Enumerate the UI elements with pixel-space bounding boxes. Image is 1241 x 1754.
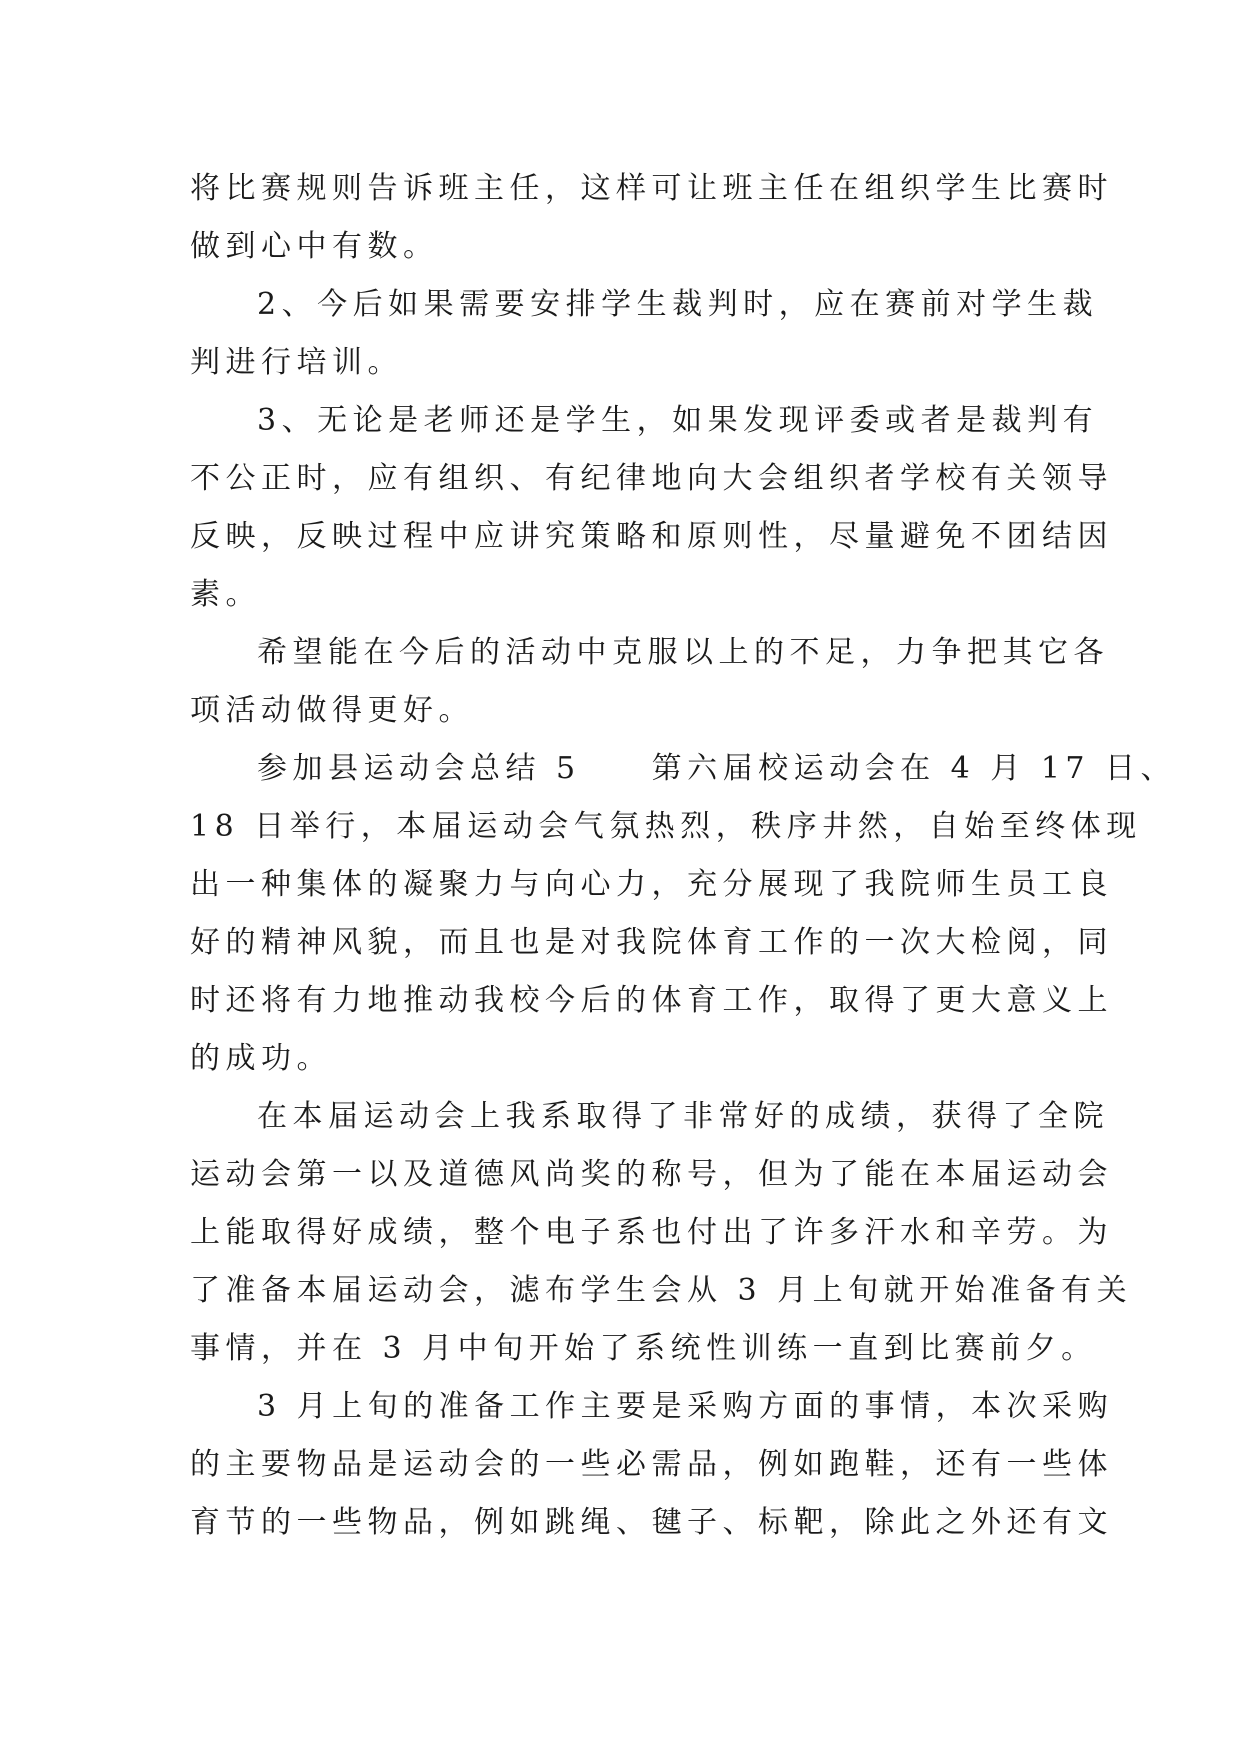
text-line: 参加县运动会总结 5 第六届校运动会在 4 月 17 日、 <box>257 751 1177 786</box>
text-line: 3 月上旬的准备工作主要是采购方面的事情，本次采购 <box>257 1389 1114 1424</box>
text-line: 好的精神风貌，而且也是对我院体育工作的一次大检阅，同 <box>190 925 1113 960</box>
text-line: 时还将有力地推动我校今后的体育工作，取得了更大意义上 <box>190 983 1113 1018</box>
paragraph-7 <box>190 1378 1114 1552</box>
paragraph-5 <box>190 740 1177 1088</box>
text-line: 在本届运动会上我系取得了非常好的成绩，获得了全院 <box>257 1099 1109 1134</box>
text-line: 反映，反映过程中应讲究策略和原则性，尽量避免不团结因 <box>190 519 1113 554</box>
text-line: 的主要物品是运动会的一些必需品，例如跑鞋，还有一些体 <box>190 1447 1113 1482</box>
text-line: 上能取得好成绩，整个电子系也付出了许多汗水和辛劳。为 <box>190 1215 1113 1250</box>
text-line: 3、无论是老师还是学生，如果发现评委或者是裁判有 <box>257 403 1099 438</box>
text-line: 2、今后如果需要安排学生裁判时，应在赛前对学生裁 <box>257 287 1099 322</box>
paragraph-4 <box>190 624 1109 740</box>
text-line: 了准备本届运动会，滤布学生会从 3 月上旬就开始准备有关 <box>190 1273 1133 1308</box>
text-line: 运动会第一以及道德风尚奖的称号，但为了能在本届运动会 <box>190 1157 1113 1192</box>
text-line: 事情，并在 3 月中旬开始了系统性训练一直到比赛前夕。 <box>190 1331 1097 1366</box>
document-body <box>190 160 1177 1552</box>
text-line: 项活动做得更好。 <box>190 693 474 728</box>
paragraph-6 <box>190 1088 1133 1378</box>
text-line: 将比赛规则告诉班主任，这样可让班主任在组织学生比赛时 <box>190 171 1113 206</box>
text-line: 做到心中有数。 <box>190 229 439 264</box>
text-line: 判进行培训。 <box>190 345 403 380</box>
text-line: 18 日举行，本届运动会气氛热烈，秩序井然，自始至终体现 <box>190 809 1142 844</box>
text-line: 的成功。 <box>190 1041 332 1076</box>
text-line: 希望能在今后的活动中克服以上的不足，力争把其它各 <box>257 635 1109 670</box>
text-line: 育节的一些物品，例如跳绳、毽子、标靶，除此之外还有文 <box>190 1505 1113 1540</box>
paragraph-3 <box>190 392 1113 624</box>
text-line: 出一种集体的凝聚力与向心力，充分展现了我院师生员工良 <box>190 867 1113 902</box>
text-line: 素。 <box>190 577 261 612</box>
paragraph-1 <box>190 160 1113 276</box>
paragraph-2 <box>190 276 1099 392</box>
text-line: 不公正时，应有组织、有纪律地向大会组织者学校有关领导 <box>190 461 1113 496</box>
